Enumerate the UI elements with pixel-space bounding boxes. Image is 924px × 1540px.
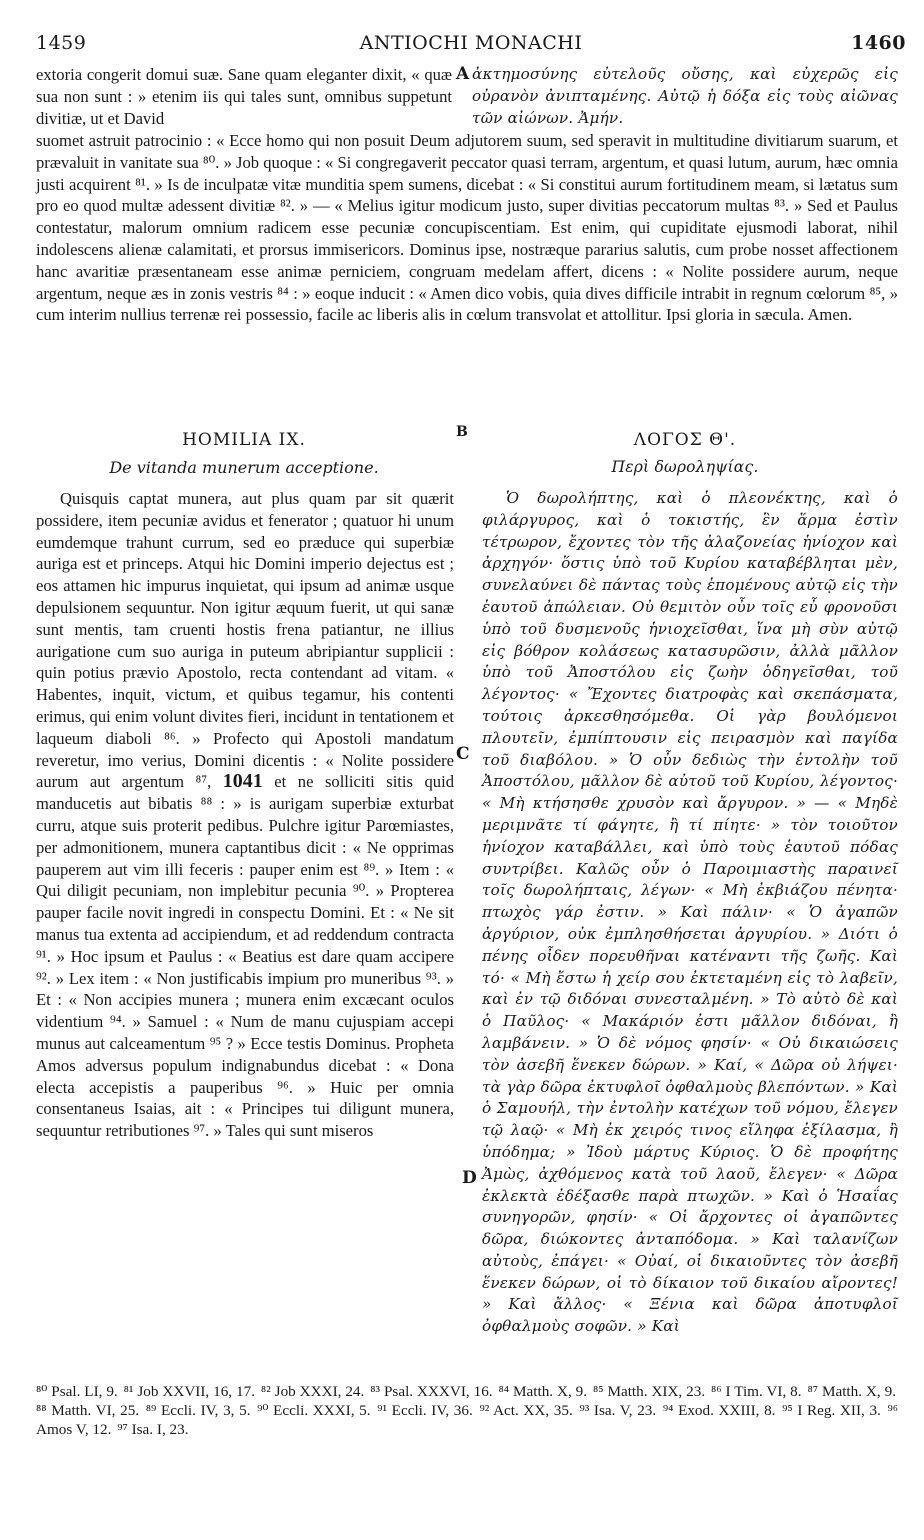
page-number-right: 1460 [851,32,906,54]
footnote: ⁸⁷ Matth. X, 9. [807,1383,896,1400]
page-header [36,32,906,58]
running-title: ANTIOCHI MONACHI [359,32,583,54]
greek-continuation: ἀκτημοσύνης εὐτελοῦς οὔσης, καὶ εὐχερῶς εἰς οὐρανὸν ἀνιπταμένης. Αὐτῷ ἡ δόξα εἰς τοὺς αἰῶνας τῶν αἰώνων. Ἀμήν. [472,65,898,127]
latin-homily-subtitle: De vitanda munerum acceptione. [109,458,379,477]
footnote: ⁸² Job XXXI, 24. [260,1383,365,1400]
page-number-left: 1459 [36,32,87,54]
footnote: ⁸⁴ Matth. X, 9. [498,1383,588,1400]
greek-homily-subtitle: Περὶ δωροληψίας. [611,458,759,476]
margin-marker-d: D [462,1168,477,1188]
footnote: ⁸⁰ Psal. LI, 9. [36,1383,118,1400]
greek-column [482,488,898,1338]
footnote: ⁹⁴ Exod. XXIII, 8. [662,1402,776,1420]
footnote: ⁸⁹ Eccli. IV, 3, 5. [145,1402,251,1420]
footnote: ⁹⁰ Eccli. XXXI, 5. [257,1402,371,1420]
footnotes [36,1382,898,1440]
footnote: ⁸¹ Job XXVII, 16, 17. [123,1383,255,1400]
latin-column [36,488,454,1142]
footnote: ⁸⁵ Matth. XIX, 23. [592,1383,706,1400]
margin-marker-a: A [456,64,470,84]
footnote: ⁹⁷ Isa. I, 23. [117,1421,189,1439]
footnote: ⁸³ Psal. XXXVI, 16. [370,1383,493,1400]
latin-text-a: Quisquis captat munera, aut plus quam par sit quærit possidere, item pecuniæ avidus et fenerator ; quatuor hi unum eumdemque trahunt currum, sed eo præduce qui superbiæ auriga est et princeps. Atqui hic Domini imperio dejectus est ; eos attamen hic impurus inquietat, qui ipsum ad animæ usque depulsionem sequuntur. Non igitur æquum fuerit, ut qui sanæ sunt mentis, tam cruenti hostis frena patiantur, ne illius aurigatione cum suo auriga in puteum abripiantur supplicii : quin potius prævio Apostolo, recta contendant ad vitam. « Habentes, inquit, victum, et quibus tegamur, his contenti erimus, qui enim volunt divites fieri, incidunt in tentationem et laqueum diaboli ⁸⁶. » Profecto qui Apostoli mandatum reveretur, imo verius, Domini dicentis : « Nolite possidere aurum aut argentum ⁸⁷, [36,489,454,792]
footnote: ⁸⁸ Matth. VI, 25. [36,1402,140,1420]
margin-marker-b: B [456,424,468,440]
footnote: ⁹⁶ Amos V, 12. [36,1402,899,1439]
footnote: ⁹⁵ I Reg. XII, 3. [782,1402,881,1420]
footnote: ⁹² Act. XX, 35. [479,1402,573,1420]
column-number: 1041 [222,770,263,793]
footnote: ⁹¹ Eccli. IV, 36. [377,1402,473,1420]
greek-text: Ὁ δωρολήπτης, καὶ ὁ πλεονέκτης, καὶ ὁ φιλάργυρος, καὶ ὁ τοκιστής, ἓν ἅρμα ἐστὶν τέτρωρον, ἔχοντες τὸν τῆς ἀλαζονείας ἡνίοχον καὶ ἀρχηγόν· ὅστις ὑπὸ τοῦ Κυρίου καταβέβληται μὲν, συνελαύνει δὲ πάντας τοὺς ἑπομένους αὐτῷ εἰς τὴν ἑαυτοῦ ἀπώλειαν. Οὐ θεμιτὸν οὖν τοῖς εὖ φρονοῦσι ὑπὸ τοῦ δυσμενοῦς ἡνιοχεῖσθαι, ἵνα μὴ σὺν αὐτῷ εἰς βόθρον κολάσεως κατασυρῶσιν, ἀλλὰ μᾶλλον ὑπὸ τοῦ Ἀποστόλου εἰς ζωὴν ὁδηγεῖσθαι, τοῦ λέγοντος· « Ἔχοντες διατροφὰς καὶ σκεπάσματα, τούτοις ἀρκεσθησόμεθα. Οἱ γὰρ βουλόμενοι πλουτεῖν, ἐμπίπτουσιν εἰς πειρασμὸν καὶ παγίδα τοῦ διαβόλου. » Ὁ οὖν δεδιὼς τὴν ἐντολὴν τοῦ Ἀποστόλου, μᾶλλον δὲ αὐτοῦ τοῦ Κυρίου, λέγοντος· « Μὴ κτήσησθε χρυσὸν καὶ ἄργυρον. » — « Μηδὲ μεριμνᾶτε τί φάγητε, ἢ τί πίητε· » τὸν τοιοῦτον ἡνίοχον καταβάλλει, καὶ ὑπὸ τοὺς ἑαυτοῦ πόδας συντρίβει. Καλῶς οὖν ὁ Παροιμιαστὴς παραινεῖ τοῖς δωρολήπταις, λέγων· « Μὴ ἐκβιάζου πένητα· πτωχὸς γάρ ἐστιν. » Καὶ πάλιν· « Ὁ ἀγαπῶν ἀργύριον, οὐκ ἐμπλησθήσεται ἀργυρίου. » Διότι ὁ πένης οἶδεν πορευθῆναι κατέναντι τῆς ζωῆς. Καὶ τό· « Μὴ ἔστω ἡ χείρ σου ἐκτεταμένη εἰς τὸ λαβεῖν, καὶ ἐν τῷ διδόναι συνεσταλμένη. » Τὸ αὐτὸ δὲ καὶ ὁ Παῦλος· « Μακάριόν ἐστι μᾶλλον διδόναι, ἢ λαμβάνειν. » Ὁ δὲ νόμος φησίν· « Οὐ δικαιώσεις τὸν ἀσεβῆ ἕνεκεν δώρων. » Καί, « Δῶρα οὐ λήψει· τὰ γὰρ δῶρα ἐκτυφλοῖ ὀφθαλμοὺς βλεπόντων. » Καὶ ὁ Σαμουήλ, τὴν ἐντολὴν κατέχων τοῦ νόμου, ἔλεγεν τῷ λαῷ· « Μὴ ἐκ χειρός τινος εἴληφα ἐξίλασμα, ἢ ὑπόδημα; » Ἰδοὺ μάρτυς Κύριος. Ὁ δὲ προφήτης Ἀμὼς, ἀχθόμενος κατὰ τοῦ λαοῦ, ἔλεγεν· « Δῶρα ἐκλεκτὰ ἐδέξασθε παρὰ πτωχῶν. » Καὶ ὁ Ἡσαΐας συνηγορῶν, φησίν· « Οἱ ἄρχοντες οἱ ἀγαπῶντες δῶρα, διώκοντες ἀνταπόδομα. » Καὶ ταλανίζων αὐτοὺς, ἐπάγει· « Οὐαί, οἱ δικαιοῦντες τὸν ἀσεβῆ ἕνεκεν δώρων, οἱ τὸ δίκαιον τοῦ δικαίου αἴροντες! » Καὶ ἄλλος· « Ξένια καὶ δῶρα ἀποτυφλοῖ ὀφθαλμοὺς σοφῶν. » Καὶ [482,489,898,1336]
latin-continuation: extoria congerit domui suæ. Sane quam eleganter dixit, « quæ sua non sunt : » etenim iis qui tales sunt, omnibus suppetunt divitiæ, ut et David [36,65,452,128]
latin-full-width-paragraph: suomet astruit patrocinio : « Ecce homo qui non posuit Deum adjutorem suum, sed speravit in multitudine divitiarum suarum, et prævaluit in vanitate sua ⁸⁰. » Job quoque : « Si congregaverit peccator quasi terram, argentum, et quasi lutum, aurum, hæc omnia justi acquirent ⁸¹. » Is de inculpatæ vitæ munditia spem sumens, dicebat : « Si constitui aurum fortitudinem meam, si lætatus sum pro eo quod multæ adessent divitiæ ⁸². » — « Melius igitur modicum justo, super divitias peccatorum multas ⁸³. » Sed et Paulus contestatur, malorum omnium radicem esse pecuniæ concupiscentiam. Est enim, qui cupiditate ejusmodi laborat, nihil indolescens alienæ calamitati, et prorsus immisericors. Dominus ipse, nostræque pararius salutis, cum probe nosset affectionem hanc avaritiæ præsentaneam esse animæ perniciem, congruam medelam affert, dicens : « Nolite possidere aurum, neque argentum, neque æs in zonis vestris ⁸⁴ : » eoque inducit : « Amen dico vobis, quia dives difficile intrabit in regnum cœlorum ⁸⁵, » cum interim nullius terrenæ rei possessio, facile ac liberis alis in cœlum transvolat et attollitur. Ipsi gloria in sæcula. Amen. [36,131,898,325]
latin-text-b: et ne solliciti sitis quid manducetis aut bibatis ⁸⁸ : » is aurigam superbiæ exturbat curru, atque suis proterit pedibus. Pulchre igitur Parœmiastes, per admonitionem, munera captantibus dicit : « Ne opprimas pauperem aut vim illi feceris : pauper enim est ⁸⁹. » Item : « Qui diligit pecuniam, non implebitur pecunia ⁹⁰. » Propterea pauper facile novit ingredi in conspectu Domini. Et : « Ne sit manus tua extenta ad accipiendum, et ad reddendum contracta ⁹¹. » Hoc ipsum et Paulus : « Beatius est dare quam accipere ⁹². » Lex item : « Non justificabis impium pro muneribus ⁹³. » Et : « Non accipies munera ; munera enim excæcant oculos videntium ⁹⁴. » Samuel : « Num de manu cujuspiam accepi munus aut calceamentum ⁹⁵ ? » Ecce testis Dominus. Propheta Amos adversus populum indignabundus dicebat : « Dona electa accepistis a pauperibus ⁹⁶. » Huic per omnia consentaneus Isaias, ait : « Principes tui diligunt munera, sequuntur retributiones ⁹⁷. » Tales qui sunt miseros [36,772,454,1141]
latin-homily-title: HOMILIA IX. [182,430,306,450]
greek-homily-title: ΛΟΓΟΣ Θ'. [633,430,737,450]
footnote: ⁸⁶ I Tim. VI, 8. [711,1383,802,1400]
margin-marker-c: C [456,744,470,764]
footnote: ⁹³ Isa. V, 23. [579,1402,657,1420]
